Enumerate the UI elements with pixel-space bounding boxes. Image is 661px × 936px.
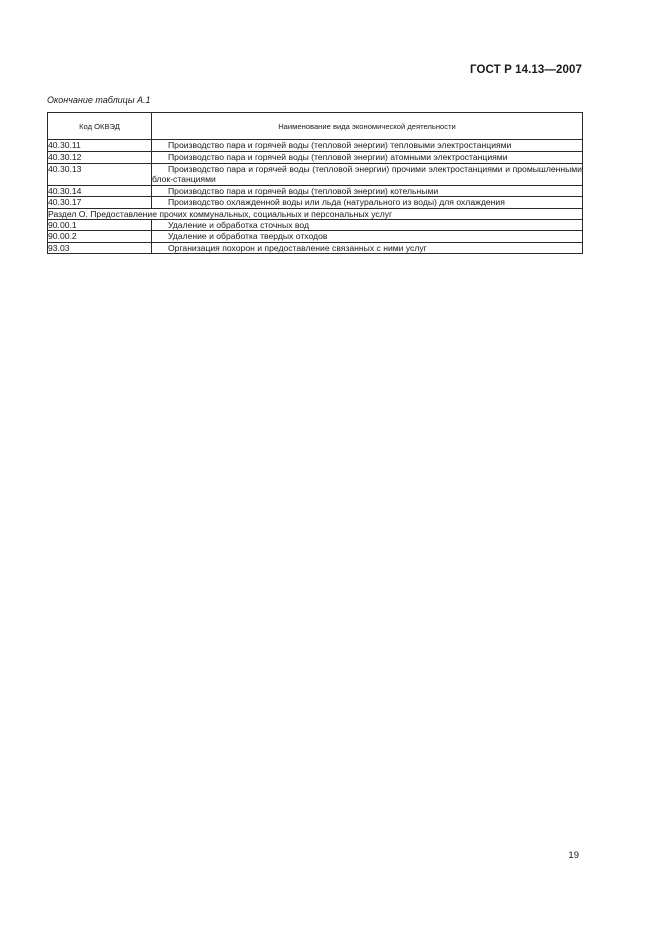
table-row (48, 231, 583, 243)
activity-name: Производство пара и горячей воды (тепловой энергии) прочими электростанциями и промышленными блок-станциями (152, 163, 582, 184)
okved-code: 40.30.14 (48, 185, 152, 197)
activity-name: Удаление и обработка твердых отходов (152, 231, 583, 243)
okved-code: 40.30.13 (48, 163, 152, 185)
table-row (48, 152, 583, 164)
section-row (48, 208, 583, 219)
document-header: ГОСТ Р 14.13—2007 (470, 64, 582, 76)
table-row (48, 185, 583, 197)
okved-code: 90.00.2 (48, 231, 152, 243)
column-header-code: Код ОКВЭД (48, 113, 152, 140)
table-caption: Окончание таблицы А.1 (47, 95, 151, 105)
table-row (48, 242, 583, 254)
page-number: 19 (568, 850, 579, 861)
okved-code: 40.30.12 (48, 152, 152, 164)
column-header-name: Наименование вида экономической деятельности (152, 113, 583, 140)
section-title: Раздел О. Предоставление прочих коммунальных, социальных и персональных услуг (48, 208, 583, 219)
activity-name: Удаление и обработка сточных вод (152, 219, 583, 231)
table-row (48, 163, 583, 185)
okved-table (47, 112, 583, 254)
okved-code: 40.30.11 (48, 140, 152, 152)
okved-code: 93.03 (48, 242, 152, 254)
table-header-row (48, 113, 583, 140)
activity-name: Производство пара и горячей воды (тепловой энергии) атомными электростанциями (152, 152, 583, 164)
table-row (48, 140, 583, 152)
activity-name: Производство пара и горячей воды (тепловой энергии) тепловыми электростанциями (152, 140, 583, 152)
activity-name: Производство пара и горячей воды (тепловой энергии) котельными (152, 185, 583, 197)
table-row (48, 219, 583, 231)
okved-code: 90.00.1 (48, 219, 152, 231)
activity-name: Производство охлажденной воды или льда (натурального из воды) для охлаждения (152, 197, 583, 209)
activity-name: Организация похорон и предоставление связанных с ними услуг (152, 242, 583, 254)
table-row (48, 197, 583, 209)
okved-code: 40.30.17 (48, 197, 152, 209)
